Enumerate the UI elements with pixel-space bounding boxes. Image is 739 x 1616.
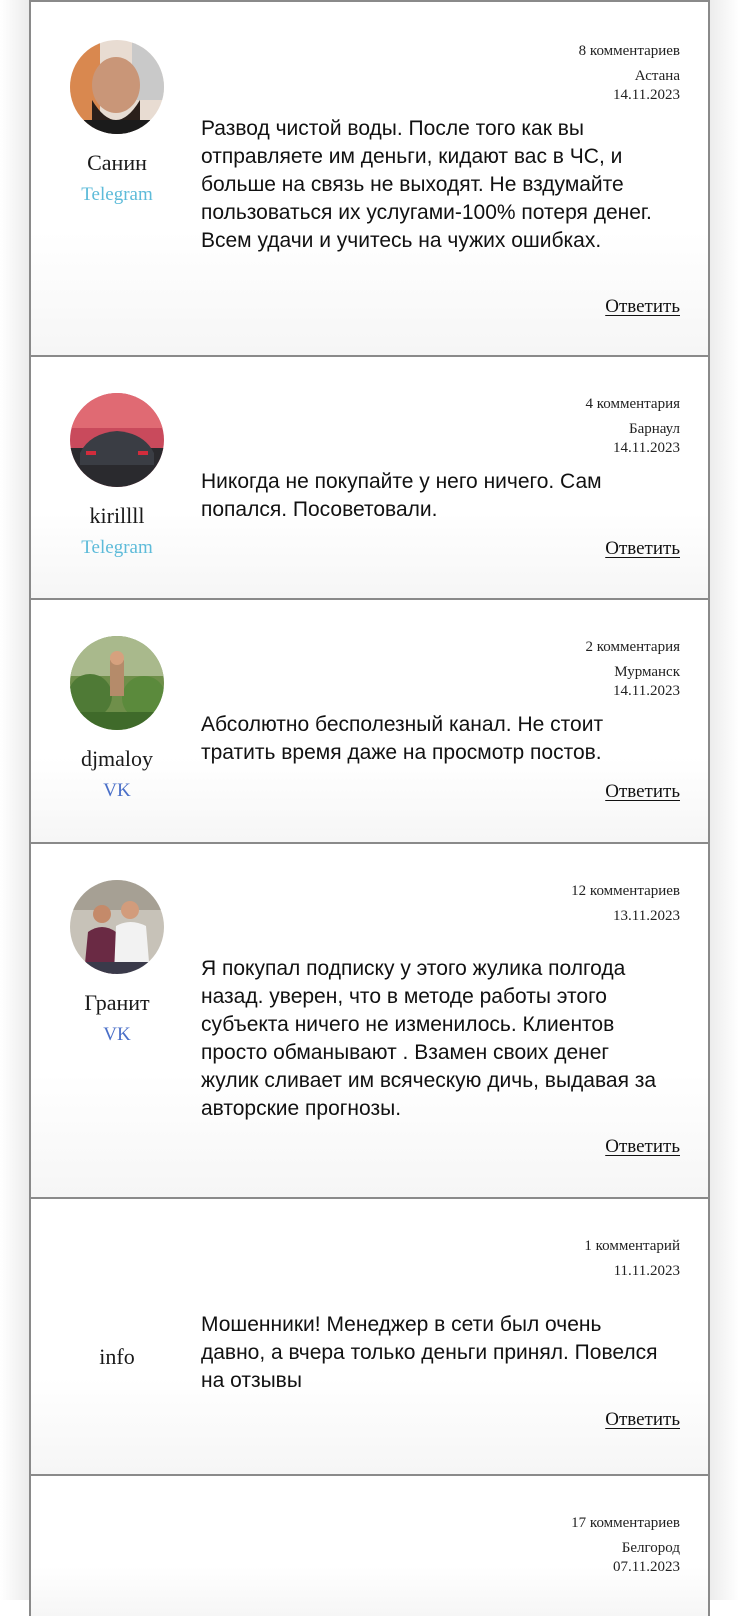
comments-feed bbox=[29, 0, 710, 1616]
comment-city: Астана bbox=[634, 68, 680, 84]
comment-card bbox=[29, 1476, 710, 1616]
author-name: info bbox=[99, 1344, 135, 1369]
comment-count: 2 комментария bbox=[585, 639, 680, 655]
user-avatar[interactable] bbox=[70, 636, 164, 730]
comment-city: Белгород bbox=[621, 1540, 680, 1556]
comment-date: 14.11.2023 bbox=[613, 440, 680, 456]
comment-count: 1 комментарий bbox=[584, 1238, 680, 1254]
comment-text: Я покупал подписку у этого жулика полгода назад. уверен, что в методе работы этого субъекта ничего не изменилось. Клиентов просто обманывают . Взамен своих денег жулик сливает им всяческую дичь, выдавая за авторские прогнозы. bbox=[201, 957, 657, 1120]
comment-date: 13.11.2023 bbox=[613, 908, 680, 924]
author-name: Гранит bbox=[84, 990, 150, 1015]
comment-meta bbox=[584, 1237, 680, 1281]
reply-link[interactable]: Ответить bbox=[605, 538, 680, 559]
comment-date: 14.11.2023 bbox=[613, 683, 680, 699]
comment-count: 8 комментариев bbox=[578, 43, 680, 59]
comment-author bbox=[31, 393, 203, 559]
comment-text: Никогда не покупайте у него ничего. Сам попался. Посоветовали. bbox=[201, 470, 602, 521]
comment-card bbox=[29, 357, 710, 600]
author-name: djmaloy bbox=[80, 746, 154, 771]
comment-meta bbox=[571, 882, 680, 926]
comment-author bbox=[31, 1344, 203, 1370]
reply-link[interactable]: Ответить bbox=[605, 1409, 680, 1430]
comment-city: Мурманск bbox=[614, 664, 680, 680]
author-source-telegram[interactable]: Telegram bbox=[81, 537, 153, 558]
comment-count: 17 комментариев bbox=[571, 1515, 680, 1531]
comment-date: 11.11.2023 bbox=[613, 1263, 680, 1279]
comment-meta bbox=[579, 42, 680, 105]
page-shadow-right bbox=[710, 0, 739, 1600]
comment-author bbox=[31, 636, 203, 802]
author-name: Санин bbox=[87, 150, 147, 175]
comment-text: Развод чистой воды. После того как вы отправляете им деньги, кидают вас в ЧС, и больше на связь не выходят. Не вздумайте пользоваться их услугами-100% потеря денег. Всем удачи и учитесь на чужих ошибках. bbox=[201, 117, 652, 252]
comment-city: Барнаул bbox=[628, 421, 680, 437]
reply-link[interactable]: Ответить bbox=[605, 781, 680, 802]
comment-count: 12 комментариев bbox=[571, 883, 680, 899]
comment-meta bbox=[586, 638, 680, 701]
reply-link[interactable]: Ответить bbox=[605, 1136, 680, 1157]
comment-count: 4 комментария bbox=[585, 396, 680, 412]
author-source-vk[interactable]: VK bbox=[103, 1024, 131, 1045]
user-avatar[interactable] bbox=[70, 393, 164, 487]
comment-text: Мошенники! Менеджер в сети был очень давно, а вчера только деньги принял. Повелся на отзывы bbox=[201, 1313, 658, 1392]
comment-date: 07.11.2023 bbox=[613, 1559, 680, 1575]
author-name: kirillll bbox=[89, 503, 145, 528]
comment-author bbox=[31, 40, 203, 206]
comment-card bbox=[29, 600, 710, 844]
user-avatar[interactable] bbox=[70, 880, 164, 974]
comment-date: 14.11.2023 bbox=[613, 87, 680, 103]
comment-card bbox=[29, 0, 710, 357]
comment-author bbox=[31, 880, 203, 1046]
comment-meta bbox=[586, 395, 680, 458]
comment-card bbox=[29, 844, 710, 1199]
author-source-vk[interactable]: VK bbox=[103, 780, 131, 801]
user-avatar[interactable] bbox=[70, 40, 164, 134]
comment-text: Абсолютно бесполезный канал. Не стоит тратить время даже на просмотр постов. bbox=[201, 713, 604, 764]
comment-card bbox=[29, 1199, 710, 1476]
comment-meta bbox=[571, 1514, 680, 1577]
page-shadow-left bbox=[0, 0, 29, 1600]
reply-link[interactable]: Ответить bbox=[605, 296, 680, 317]
author-source-telegram[interactable]: Telegram bbox=[81, 184, 153, 205]
